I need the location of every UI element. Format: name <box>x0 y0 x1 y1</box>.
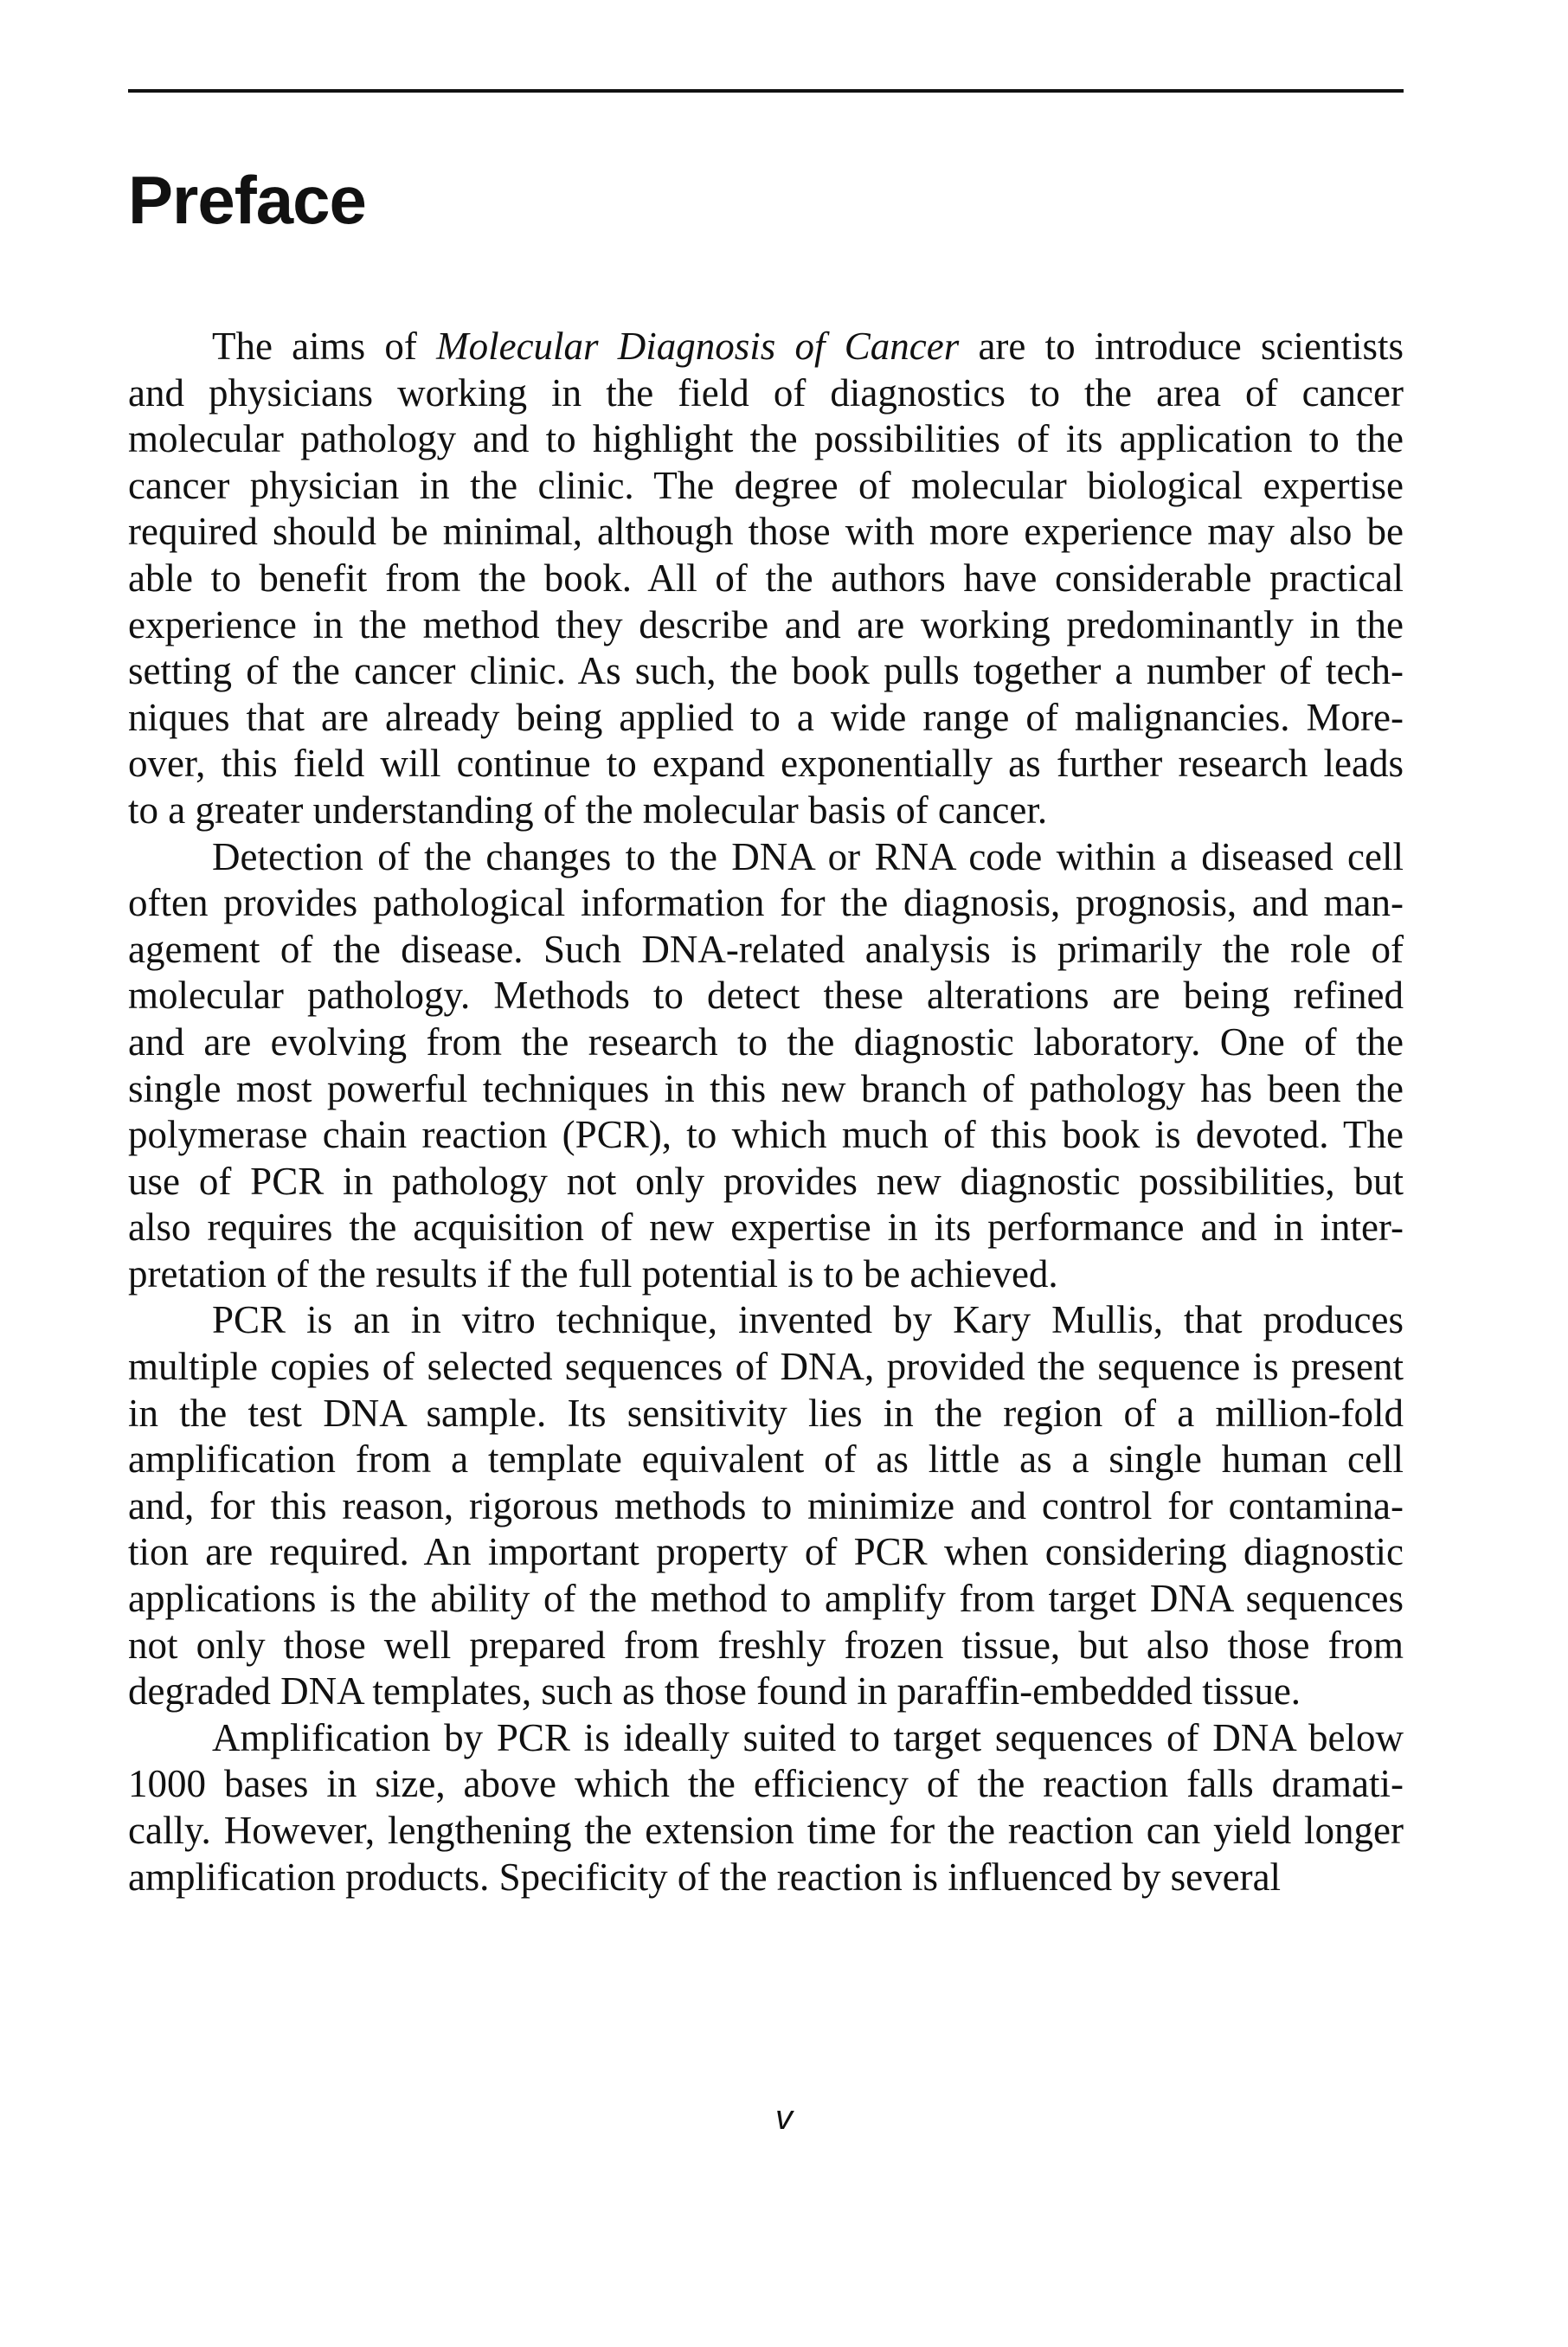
text-line <box>128 1715 1404 1762</box>
text-segment: tion are required. An important property of PCR when considering diagnostic <box>128 1530 1404 1574</box>
text-segment: not only those well prepared from freshly frozen tissue, but also those from <box>128 1623 1404 1667</box>
text-line <box>128 1391 1404 1437</box>
text-line <box>128 324 1404 370</box>
text-segment: often provides pathological information for the diagnosis, prognosis, and man- <box>128 881 1404 925</box>
text-line <box>128 1159 1404 1206</box>
text-line <box>128 973 1404 1019</box>
text-segment: multiple copies of selected sequences of DNA, provided the sequence is present <box>128 1345 1404 1389</box>
text-line <box>128 509 1404 556</box>
text-segment: pretation of the results if the full potential is to be achieved. <box>128 1251 1058 1296</box>
text-line <box>128 416 1404 463</box>
text-segment: amplification from a template equivalent of as little as a single human cell <box>128 1437 1404 1482</box>
text-line <box>128 556 1404 602</box>
text-line <box>128 1623 1404 1669</box>
paragraph <box>128 324 1404 834</box>
text-segment: over, this field will continue to expand exponentially as further research leads <box>128 742 1404 786</box>
page-number: v <box>775 2099 793 2137</box>
text-segment: in the test DNA sample. Its sensitivity lies in the region of a million-fold <box>128 1391 1404 1435</box>
paragraph <box>128 834 1404 1298</box>
text-segment: and are evolving from the research to the diagnostic laboratory. One of the <box>128 1019 1404 1064</box>
paragraph <box>128 1297 1404 1714</box>
text-segment: Detection of the changes to the DNA or RNA code within a diseased cell <box>212 834 1404 878</box>
book-title-italic: Molecular Diagnosis of Cancer <box>436 325 960 368</box>
text-line <box>128 834 1404 881</box>
text-line <box>128 1761 1404 1808</box>
text-segment: use of PCR in pathology not only provides new diagnostic possibilities, but <box>128 1159 1404 1203</box>
text-line <box>128 1066 1404 1113</box>
text-segment: single most powerful techniques in this new branch of pathology has been the <box>128 1066 1404 1110</box>
text-segment: The aims of <box>212 325 437 368</box>
text-line <box>128 1297 1404 1344</box>
text-line <box>128 1483 1404 1530</box>
text-segment: Amplification by PCR is ideally suited to target sequences of DNA below <box>212 1715 1404 1759</box>
text-line <box>128 602 1404 649</box>
paragraph <box>128 1715 1404 1900</box>
text-segment: molecular pathology. Methods to detect these alterations are being refined <box>128 974 1404 1018</box>
text-line <box>128 1576 1404 1623</box>
text-segment: and, for this reason, rigorous methods to minimize and control for contamina- <box>128 1483 1404 1527</box>
page-title: Preface <box>128 162 366 238</box>
text-segment: applications is the ability of the method to amplify from target DNA sequences <box>128 1577 1404 1621</box>
text-line <box>128 1112 1404 1159</box>
text-segment: experience in the method they describe and are working predominantly in the <box>128 602 1404 646</box>
text-line <box>128 1855 1404 1901</box>
text-segment: niques that are already being applied to a wide range of malignancies. More- <box>128 695 1404 739</box>
text-segment: and physicians working in the field of diagnostics to the area of cancer <box>128 370 1404 415</box>
text-segment: PCR is an in vitro technique, invented by Kary Mullis, that produces <box>212 1298 1404 1342</box>
preface-body <box>128 324 1404 1900</box>
text-line <box>128 1808 1404 1855</box>
text-line <box>128 1251 1404 1298</box>
text-line <box>128 1669 1404 1715</box>
text-line <box>128 927 1404 974</box>
text-line <box>128 880 1404 927</box>
text-segment: also requires the acquisition of new expertise in its performance and in inter- <box>128 1206 1404 1250</box>
text-segment: cally. However, lengthening the extension time for the reaction can yield longer <box>128 1809 1404 1852</box>
text-line <box>128 1437 1404 1483</box>
text-line <box>128 788 1404 834</box>
text-segment: to a greater understanding of the molecular basis of cancer. <box>128 788 1048 832</box>
text-line <box>128 1529 1404 1576</box>
text-segment: polymerase chain reaction (PCR), to which much of this book is devoted. The <box>128 1113 1404 1157</box>
text-line <box>128 1344 1404 1391</box>
text-segment: setting of the cancer clinic. As such, the book pulls together a number of tech- <box>128 649 1404 693</box>
text-line <box>128 463 1404 510</box>
text-segment: molecular pathology and to highlight the possibilities of its application to the <box>128 417 1404 461</box>
text-line <box>128 1019 1404 1066</box>
text-segment: required should be minimal, although those with more experience may also be <box>128 510 1404 554</box>
text-segment: amplification products. Specificity of the reaction is influenced by several <box>128 1855 1282 1899</box>
text-line <box>128 1205 1404 1251</box>
text-line <box>128 741 1404 788</box>
top-rule <box>128 89 1404 93</box>
text-line <box>128 695 1404 742</box>
text-line <box>128 648 1404 695</box>
text-segment: able to benefit from the book. All of the authors have considerable practical <box>128 556 1404 600</box>
text-segment: agement of the disease. Such DNA-related analysis is primarily the role of <box>128 927 1404 971</box>
text-segment: are to introduce scientists <box>959 325 1404 368</box>
text-line <box>128 370 1404 417</box>
text-segment: 1000 bases in size, above which the efficiency of the reaction falls dramati- <box>128 1762 1404 1806</box>
text-segment: cancer physician in the clinic. The degree of molecular biological expertise <box>128 463 1404 507</box>
text-segment: degraded DNA templates, such as those found in paraffin-embedded tissue. <box>128 1669 1301 1714</box>
